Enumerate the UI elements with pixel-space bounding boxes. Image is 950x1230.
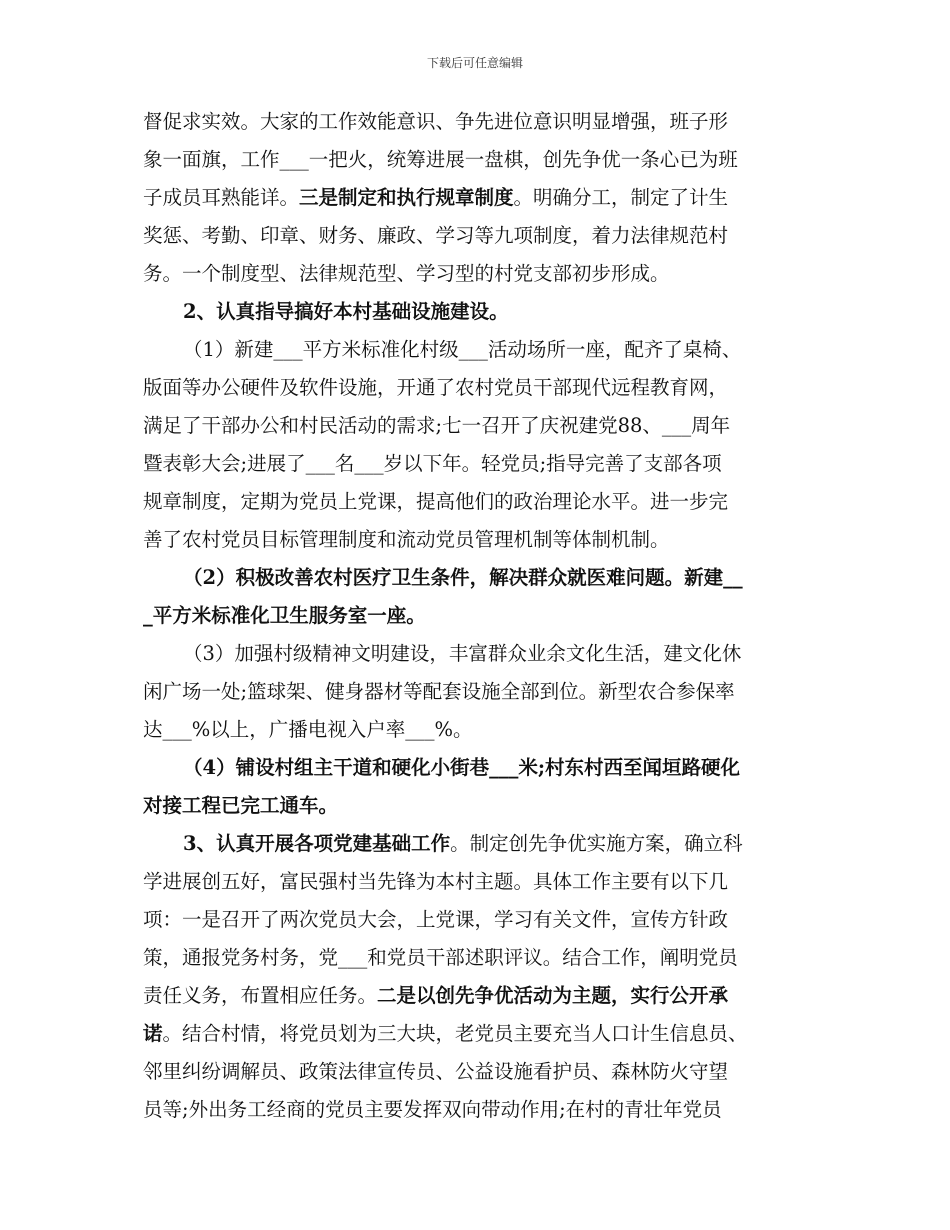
text-line [143,1015,823,1053]
bold-text-run: 二是以创先争优活动为主题，实行公开承 [377,984,729,1007]
text-line [143,331,823,369]
text-run: 。明确分工，制定了计生 [513,186,729,209]
document-body [143,103,823,1129]
text-line [143,179,823,217]
text-line [143,863,823,901]
text-line [143,141,823,179]
text-line [143,711,823,749]
text-line [143,521,823,559]
text-line [143,483,823,521]
text-line [143,901,823,939]
text-run: 责任义务，布置相应任务。 [143,984,378,1007]
bold-text-run: （4）铺设村组主干道和硬化小街巷___米;村东村西至闻垣路硬化 [183,756,741,779]
text-run: 督促求实效。大家的工作效能意识、争先进位意识明显增强，班子形 [143,110,729,133]
text-run: （3）加强村级精神文明建设，丰富群众业余文化生活，建文化休 [183,642,742,665]
text-run: 策，通报党务村务，党___和党员干部述职评议。结合工作，阐明党员 [143,946,738,969]
text-run: 规章制度，定期为党员上党课，提高他们的政治理论水平。进一步完 [143,490,729,513]
text-line [143,103,823,141]
text-run: 象一面旗，工作___一把火，统筹进展一盘棋，创先争优一条心已为班 [143,148,738,171]
text-line [143,825,823,863]
text-line [143,369,823,407]
text-line [143,407,823,445]
text-run: 暨表彰大会;进展了___名___岁以下年。轻党员;指导完善了支部各项 [143,452,722,475]
text-run: 。结合村情，将党员划为三大块，老党员主要充当人口计生信息员、 [162,1022,748,1045]
bold-text-run: （2）积极改善农村医疗卫生条件，解决群众就医难问题。新建__ [183,566,743,589]
text-line [143,977,823,1015]
bold-text-run: 2、认真指导搞好本村基础设施建设。 [183,300,509,323]
text-run: 奖惩、考勤、印章、财务、廉政、学习等九项制度，着力法律规范村 [143,224,729,247]
text-run: 善了农村党员目标管理制度和流动党员管理机制等体制机制。 [143,528,670,551]
text-run: 。制定创先争优实施方案，确立科 [450,832,743,855]
bold-text-run: 对接工程已完工通车。 [143,794,339,817]
text-line [143,217,823,255]
page-header: 下载后可任意编辑 [426,56,523,70]
bold-text-run: _平方米标准化卫生服务室一座。 [143,604,426,627]
text-line [143,1053,823,1091]
text-line [143,1091,823,1129]
text-line [143,255,823,293]
text-run: 务。一个制度型、法律规范型、学习型的村党支部初步形成。 [143,262,670,285]
text-line [143,445,823,483]
text-run: 邻里纠纷调解员、政策法律宣传员、公益设施看护员、森林防火守望 [143,1060,729,1083]
text-line [143,673,823,711]
text-line [143,787,823,825]
text-run: 员等;外出务工经商的党员主要发挥双向带动作用;在村的青壮年党员 [143,1098,722,1121]
text-run: 项：一是召开了两次党员大会，上党课，学习有关文件，宣传方针政 [143,908,729,931]
text-line [143,749,823,787]
text-line [143,597,823,635]
bold-text-run: 3、认真开展各项党建基础工作 [183,832,451,855]
bold-text-run: 三是制定和执行规章制度 [299,186,514,209]
text-line [143,635,823,673]
text-run: （1）新建___平方米标准化村级___活动场所一座，配齐了桌椅、 [183,338,742,361]
text-line [143,293,823,331]
text-run: 学进展创五好，富民强村当先锋为本村主题。具体工作主要有以下几 [143,870,729,893]
text-run: 版面等办公硬件及软件设施，开通了农村党员干部现代远程教育网， [143,376,729,399]
text-line [143,939,823,977]
text-line [143,559,823,597]
text-run: 子成员耳熟能详。 [143,186,300,209]
text-run: 达___%以上，广播电视入户率___%。 [143,718,473,741]
text-run: 满足了干部办公和村民活动的需求;七一召开了庆祝建党88、___周年 [143,414,731,437]
bold-text-run: 诺 [143,1022,163,1045]
text-run: 闲广场一处;篮球架、健身器材等配套设施全部到位。新型农合参保率 [143,680,735,703]
